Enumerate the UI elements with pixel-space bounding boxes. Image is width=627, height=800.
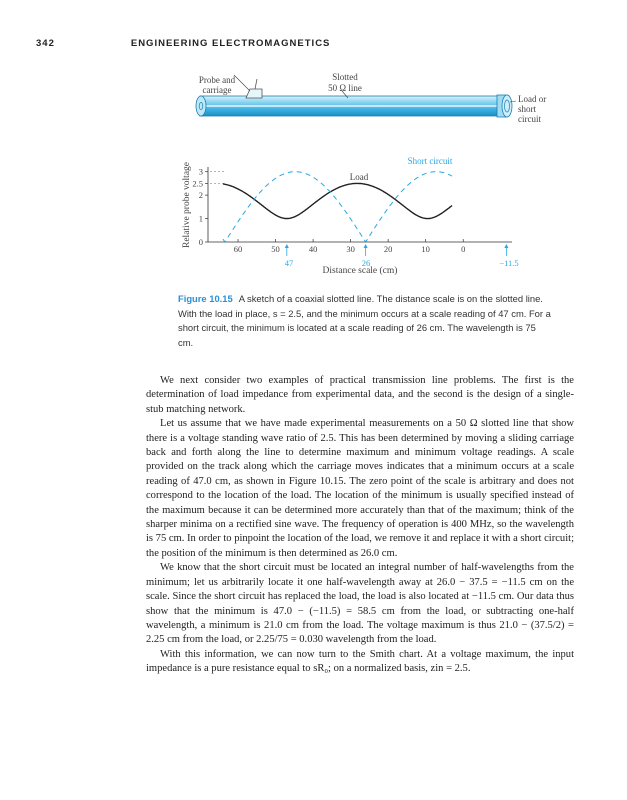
x-tick-label: 20 [383,244,393,254]
y-tick-label: 1 [198,213,203,224]
probe-label-2: carriage [202,85,232,95]
y-tick-label: 2.5 [192,178,203,189]
x-tick-label: 60 [233,244,243,254]
marker-arrowhead [285,244,289,248]
paragraph: Let us assume that we have made experimental measurements on a 50 Ω slotted line that show there is a voltage standing wave ratio of 2.5. This has been determined by moving a sliding carriage back and forth along the line to determine maximum and minimum voltage readings. A scale provided on the track along which the carriage moves indicates that a minimum occurs at a scale reading of 47.0 cm, as shown in Figure 10.15. The zero point of the scale is arbitrary and does not correspond to the location of the load. The location of the minimum is usually specified instead of the maximum because it can be determined more accurately than that of the maximum; think of the sharper minima on a rectified sine wave. The frequency of operation is 400 MHz, so the wavelength is 75 cm. In order to pinpoint the location of the load, we remove it and replace it with a short circuit; the position of the minimum is then determined as 26.0 cm. [146,418,574,559]
x-tick-label: 30 [346,244,355,254]
x-tick-label: 0 [461,244,466,254]
y-tick-label: 2 [198,190,203,201]
figure-10-15 [0,0,627,290]
load-label-1: Load or [518,94,547,104]
coaxial-slotted-line [196,72,546,124]
x-tick-label: 10 [421,244,430,254]
body-text [146,374,574,677]
y-tick-label: 3 [198,166,203,177]
standing-wave-chart [182,156,519,276]
marker-short-min: 26 [361,258,371,268]
marker-load-min: 47 [284,258,294,268]
x-tick-label: 50 [271,244,280,254]
load-curve-label: Load [349,172,369,182]
paragraph: With this information, we can now turn to the Smith chart. At a voltage maximum, the input impedance is a pure resistance equal to sR₀; on a normalized basis, zin = 2.5. [146,648,574,675]
slotted-label-1: Slotted [332,72,358,82]
caption-text: A sketch of a coaxial slotted line. The distance scale is on the slotted line. With the load in place, s = 2.5, and the minimum occurs at a scale reading of 47 cm. For a short circuit, the minimum is located at a scale reading of 26 cm. The wavelength is 75 cm. [178,293,551,348]
short-circuit-label: Short circuit [407,156,453,166]
paragraph: We know that the short circuit must be located an integral number of half-wavelengths from the minimum; let us arbitrarily locate it one half-wavelength away at 26.0 − 37.5 = −11.5 cm on the scale. Since the short circuit has replaced the load, the load is also located at −11.5 cm. Our data thus show that the minimum is 47.0 − (−11.5) = 58.5 cm from the load, or subtracting one-half wavelength, a minimum is 21.0 cm from the load. The voltage maximum is thus 21.0 − (37.5/2) = 2.25 cm from the load, or 2.25/75 = 0.030 wavelength from the load. [146,562,574,646]
page-number: 342 [36,38,55,49]
marker-arrowhead [504,244,508,248]
figure-caption [178,292,553,350]
load-label-2: short [518,104,536,114]
caption-label: Figure 10.15 [178,293,233,304]
probe-carriage [246,89,262,98]
marker-load-position: −11.5 [499,258,519,268]
running-title: ENGINEERING ELECTROMAGNETICS [130,38,331,49]
paragraph: We next consider two examples of practical transmission line problems. The first is the determination of load impedance from experimental data, and the second is the design of a single-stub matching network. [146,375,574,415]
y-tick-label: 0 [198,237,203,247]
marker-arrowhead [364,244,368,248]
probe-label-1: Probe and [198,75,236,85]
x-axis-label: Distance scale (cm) [322,266,398,276]
slotted-label-2: 50 Ω line [328,83,362,93]
line-input-end [196,96,206,116]
short-circuit-curve [223,172,452,242]
y-axis-label: Relative probe voltage [182,162,192,248]
x-tick-label: 40 [308,244,318,254]
load-label-3: circuit [518,114,541,124]
load-curve [223,183,452,218]
